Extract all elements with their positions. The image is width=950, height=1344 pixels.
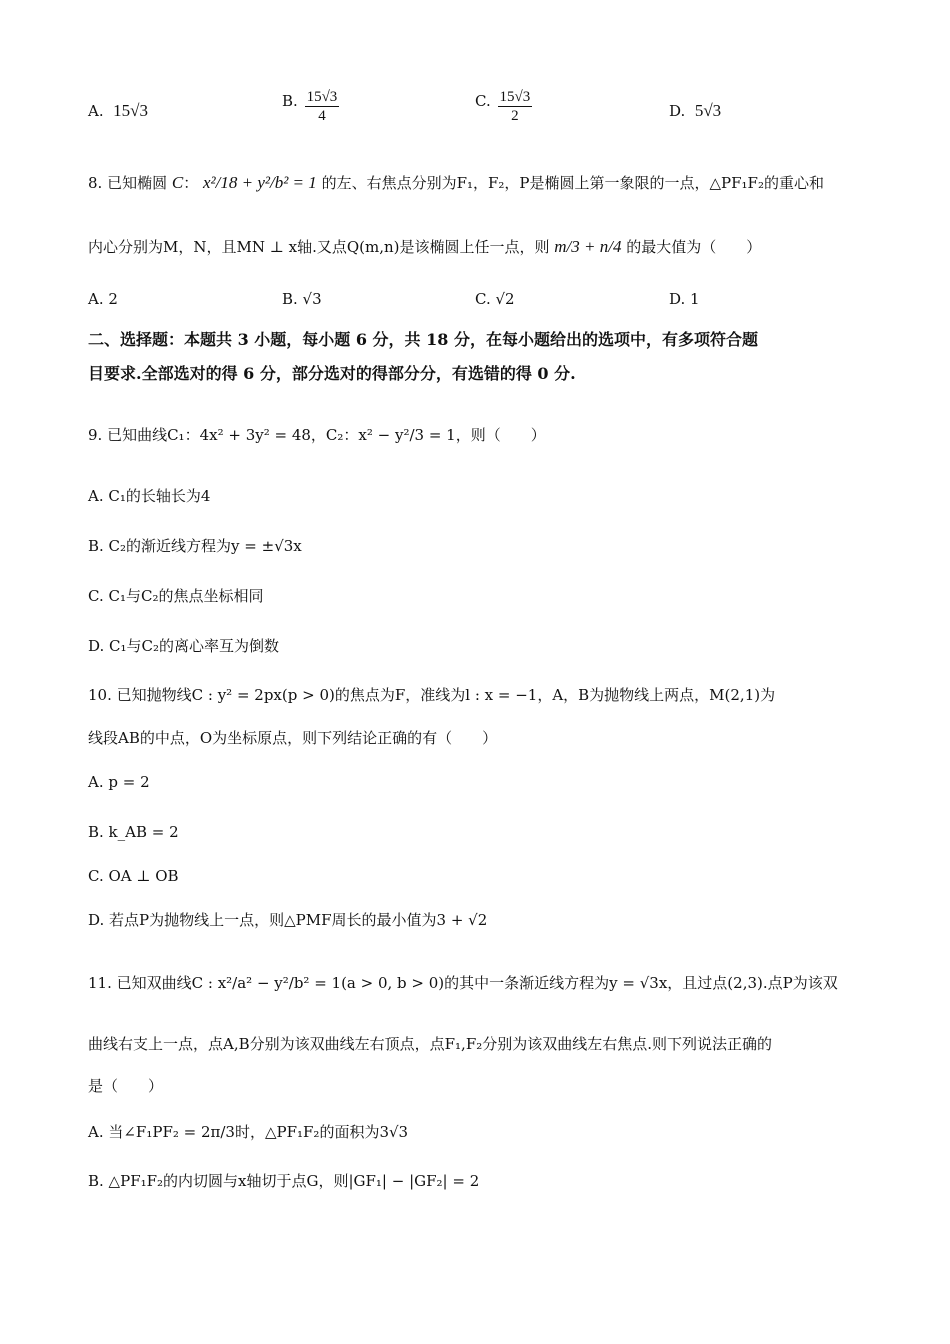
q8-target-expression: m/3 + n/4	[554, 237, 622, 256]
q9-option-d: D. C₁与C₂的离心率互为倒数	[88, 637, 280, 655]
q10-option-c: C. OA ⊥ OB	[88, 867, 179, 885]
q10-option-a: A. p = 2	[88, 773, 150, 791]
q8-stem-line1: 8. 已知椭圆 C： x²/18 + y²/b² = 1 的左、右焦点分别为F₁，F₂，P是椭圆上第一象限的一点，△PF₁F₂的重心和	[88, 173, 824, 192]
q10-stem-line2: 线段AB的中点，O为坐标原点，则下列结论正确的有（ ）	[88, 729, 498, 747]
q11-stem-line1: 11. 已知双曲线C : x²/a² − y²/b² = 1(a > 0, b > 0)的其中一条渐近线方程为y = √3x，且过点(2,3).点P为该双	[88, 974, 838, 992]
q9-option-a: A. C₁的长轴长为4	[88, 487, 211, 505]
q9-stem: 9. 已知曲线C₁：4x² + 3y² = 48，C₂：x² − y²/3 = 1，则（ ）	[88, 426, 546, 444]
q7-option-c: C. $\frac{15√3}{2}$	[475, 89, 531, 124]
q7-option-a: A. 15√3	[88, 101, 148, 120]
q11-stem-line3: 是（ ）	[88, 1077, 164, 1095]
q8-stem-line2: 内心分别为M，N，且MN ⊥ x轴.又点Q(m,n)是该椭圆上任一点，则 m/3 + n/4 的最大值为（ ）	[88, 237, 762, 256]
q8-option-c: C. √2	[475, 290, 515, 308]
q11-stem-line2: 曲线右支上一点，点A,B分别为该双曲线左右顶点，点F₁,F₂分别为该双曲线左右焦点.则下列说法正确的	[88, 1035, 773, 1053]
q7-option-a-value: 15√3	[113, 101, 148, 120]
q10-option-b: B. k_AB = 2	[88, 823, 179, 841]
q8-option-b: B. √3	[282, 290, 322, 308]
q9-option-b: B. C₂的渐近线方程为y = ±√3x	[88, 537, 302, 555]
q7-option-d: D. 5√3	[669, 101, 722, 120]
q8-option-d: D. 1	[669, 290, 700, 308]
section-heading-line2: 目要求.全部选对的得 6 分，部分选对的得部分分，有选错的得 0 分.	[88, 364, 576, 383]
q8-option-a: A. 2	[88, 290, 118, 308]
q10-option-d: D. 若点P为抛物线上一点，则△PMF周长的最小值为3 + √2	[88, 911, 488, 929]
section-heading-line1: 二、选择题：本题共 3 小题，每小题 6 分，共 18 分，在每小题给出的选项中，有多项符合题	[88, 330, 758, 349]
q9-option-c: C. C₁与C₂的焦点坐标相同	[88, 587, 264, 605]
q11-option-b: B. △PF₁F₂的内切圆与x轴切于点G，则|GF₁| − |GF₂| = 2	[88, 1172, 480, 1190]
q8-ellipse-equation: x²/18 + y²/b² = 1	[203, 173, 317, 192]
q7-option-b: B. $\frac{15√3}{4}$	[282, 89, 338, 124]
q10-stem-line1: 10. 已知抛物线C : y² = 2px(p > 0)的焦点为F，准线为l : x = −1，A，B为抛物线上两点，M(2,1)为	[88, 686, 776, 704]
q7-option-d-value: 5√3	[694, 101, 722, 120]
q11-option-a: A. 当∠F₁PF₂ = 2π/3时，△PF₁F₂的面积为3√3	[88, 1123, 409, 1141]
